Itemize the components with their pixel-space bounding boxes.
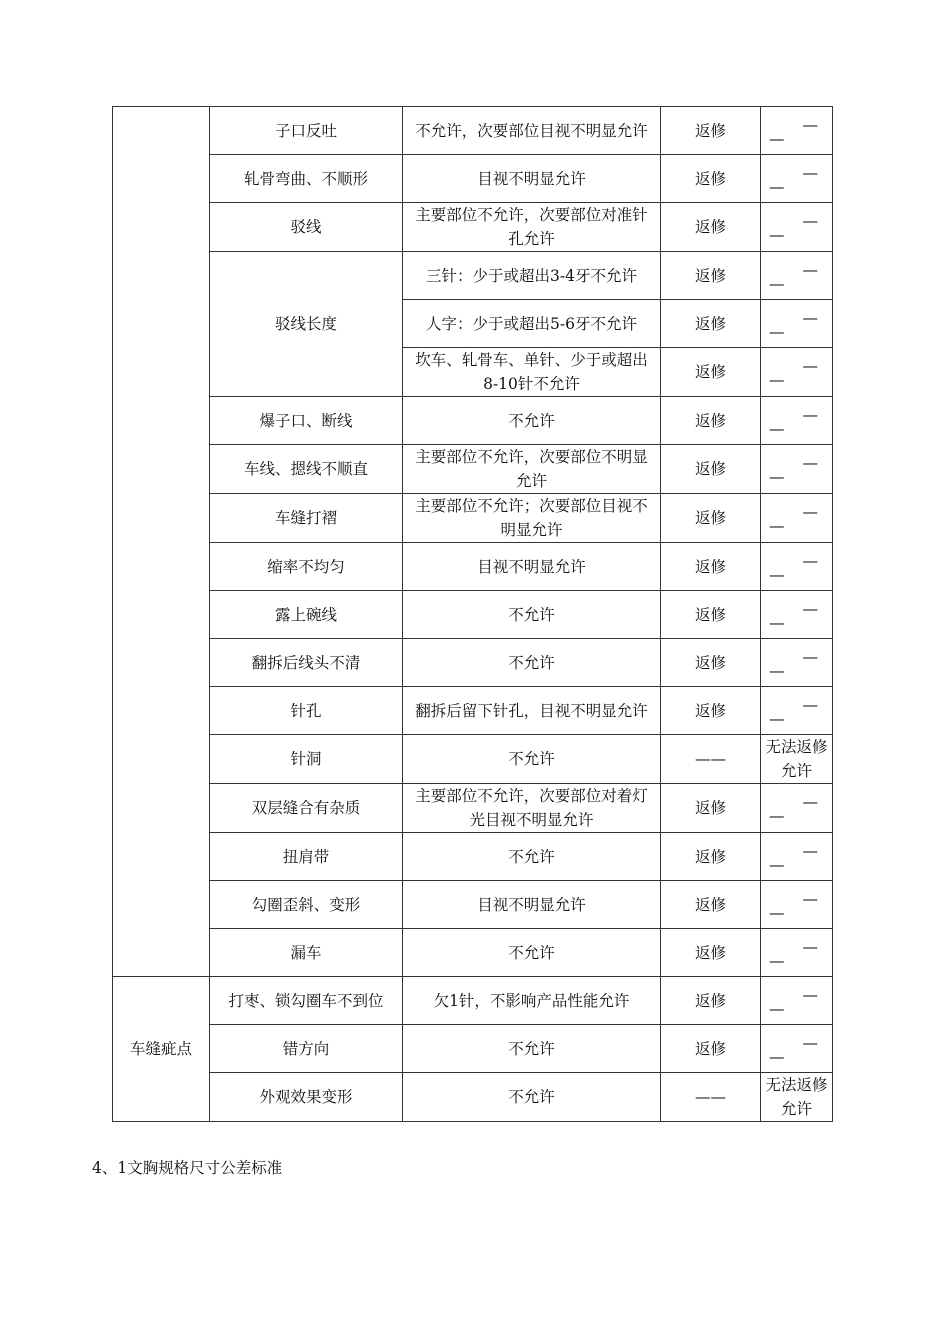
remark-cell	[761, 397, 833, 445]
remark-dash-bottom: —	[769, 951, 785, 970]
handling-action: 返修	[661, 155, 761, 203]
remark-cell	[761, 977, 833, 1025]
remark-dash-bottom: —	[769, 999, 785, 1018]
defect-item: 轧骨弯曲、不顺形	[210, 155, 403, 203]
remark-text: 无法返修允许	[761, 1073, 833, 1122]
tolerance-standard: 不允许	[403, 591, 661, 639]
remark-dash-top: —	[802, 599, 818, 618]
remark-dash-bottom: —	[769, 177, 785, 196]
defect-item: 驳线	[210, 203, 403, 252]
remark-cell	[761, 929, 833, 977]
table-row	[113, 639, 833, 687]
remark-cell	[761, 1025, 833, 1073]
tolerance-standard: 不允许	[403, 1025, 661, 1073]
tolerance-standard: 不允许	[403, 929, 661, 977]
defect-item: 缩率不均匀	[210, 543, 403, 591]
handling-action: 返修	[661, 348, 761, 397]
defect-item: 驳线长度	[210, 252, 403, 397]
remark-cell	[761, 203, 833, 252]
remark-dash-top: —	[802, 551, 818, 570]
remark-dash-top: —	[802, 1033, 818, 1052]
defect-item: 针孔	[210, 687, 403, 735]
handling-action: 返修	[661, 881, 761, 929]
handling-action: 返修	[661, 252, 761, 300]
handling-action: 返修	[661, 445, 761, 494]
remark-dash-top: —	[802, 357, 818, 375]
remark-dash-bottom: —	[769, 322, 785, 341]
handling-action: 返修	[661, 833, 761, 881]
defect-item: 双层缝合有杂质	[210, 784, 403, 833]
handling-action: 返修	[661, 639, 761, 687]
remark-cell	[761, 687, 833, 735]
handling-action: 返修	[661, 494, 761, 543]
remark-dash-top: —	[802, 695, 818, 714]
table-row	[113, 1025, 833, 1073]
remark-dash-bottom: —	[769, 661, 785, 680]
handling-action: 返修	[661, 1025, 761, 1073]
remark-cell	[761, 591, 833, 639]
remark-dash-top: —	[802, 937, 818, 956]
handling-action: 返修	[661, 107, 761, 155]
table-row	[113, 687, 833, 735]
table-row	[113, 977, 833, 1025]
remark-dash-top: —	[802, 841, 818, 860]
remark-dash-bottom: —	[769, 807, 785, 825]
tolerance-standard: 不允许	[403, 639, 661, 687]
section-heading: 4、1文胸规格尺寸公差标准	[92, 1159, 283, 1177]
tolerance-standard: 主要部位不允许；次要部位目视不明显允许	[403, 494, 661, 543]
handling-action: 返修	[661, 687, 761, 735]
remark-dash-top: —	[802, 647, 818, 666]
tolerance-standard: 欠1针，不影响产品性能允许	[403, 977, 661, 1025]
handling-action: 返修	[661, 784, 761, 833]
category-label: 车缝疵点	[113, 977, 210, 1122]
table-row	[113, 155, 833, 203]
defect-item: 针洞	[210, 735, 403, 784]
remark-cell	[761, 639, 833, 687]
table-row	[113, 784, 833, 833]
handling-action: 返修	[661, 543, 761, 591]
defect-item: 爆子口、断线	[210, 397, 403, 445]
defect-item: 勾圈歪斜、变形	[210, 881, 403, 929]
remark-dash-bottom: —	[769, 419, 785, 438]
remark-dash-top: —	[802, 212, 818, 230]
tolerance-standard: 坎车、轧骨车、单针、少于或超出8-10针不允许	[403, 348, 661, 397]
remark-cell	[761, 494, 833, 543]
remark-cell	[761, 348, 833, 397]
table-row	[113, 881, 833, 929]
remark-dash-top: —	[802, 793, 818, 811]
remark-dash-top: —	[802, 405, 818, 424]
remark-dash-top: —	[802, 163, 818, 182]
tolerance-standard: 不允许，次要部位目视不明显允许	[403, 107, 661, 155]
defect-item: 露上碗线	[210, 591, 403, 639]
handling-action: 返修	[661, 300, 761, 348]
remark-cell	[761, 300, 833, 348]
remark-text: 无法返修允许	[761, 735, 833, 784]
tolerance-standard: 主要部位不允许，次要部位不明显允许	[403, 445, 661, 494]
defect-item: 打枣、锁勾圈车不到位	[210, 977, 403, 1025]
remark-dash-bottom: —	[769, 613, 785, 632]
remark-dash-top: —	[802, 454, 818, 472]
remark-dash-bottom: —	[769, 903, 785, 922]
remark-dash-bottom: —	[769, 517, 785, 535]
table-row	[113, 1073, 833, 1122]
table-row	[113, 107, 833, 155]
handling-action: 返修	[661, 977, 761, 1025]
remark-cell	[761, 543, 833, 591]
tolerance-standard: 目视不明显允许	[403, 543, 661, 591]
defect-item: 翻拆后线头不清	[210, 639, 403, 687]
remark-dash-top: —	[802, 260, 818, 279]
tolerance-standard: 不允许	[403, 397, 661, 445]
table-row	[113, 445, 833, 494]
remark-dash-top: —	[802, 889, 818, 908]
remark-dash-bottom: —	[769, 565, 785, 584]
category-cell-empty	[113, 107, 210, 977]
remark-dash-bottom: —	[769, 274, 785, 293]
defect-item: 错方向	[210, 1025, 403, 1073]
remark-cell	[761, 107, 833, 155]
table-row	[113, 252, 833, 300]
handling-action: ——	[661, 1073, 761, 1122]
table-row	[113, 591, 833, 639]
handling-action: ——	[661, 735, 761, 784]
remark-dash-bottom: —	[769, 1047, 785, 1066]
tolerance-standard: 不允许	[403, 1073, 661, 1122]
handling-action: 返修	[661, 591, 761, 639]
table-row	[113, 735, 833, 784]
defect-item: 子口反吐	[210, 107, 403, 155]
remark-dash-bottom: —	[769, 855, 785, 874]
remark-cell	[761, 155, 833, 203]
remark-dash-bottom: —	[769, 468, 785, 486]
remark-cell	[761, 833, 833, 881]
defect-item: 车缝打褶	[210, 494, 403, 543]
tolerance-standard: 目视不明显允许	[403, 155, 661, 203]
tolerance-standard: 三针：少于或超出3-4牙不允许	[403, 252, 661, 300]
handling-action: 返修	[661, 397, 761, 445]
tolerance-standard: 主要部位不允许，次要部位对着灯光目视不明显允许	[403, 784, 661, 833]
table-row	[113, 203, 833, 252]
remark-cell	[761, 784, 833, 833]
tolerance-standard: 目视不明显允许	[403, 881, 661, 929]
table-row	[113, 543, 833, 591]
remark-dash-bottom: —	[769, 129, 785, 148]
remark-dash-bottom: —	[769, 371, 785, 389]
tolerance-standard: 人字：少于或超出5-6牙不允许	[403, 300, 661, 348]
table-row	[113, 494, 833, 543]
defect-item: 漏车	[210, 929, 403, 977]
table-row	[113, 833, 833, 881]
remark-dash-bottom: —	[769, 709, 785, 728]
remark-dash-top: —	[802, 115, 818, 134]
remark-dash-top: —	[802, 503, 818, 521]
defect-item: 车线、摁线不顺直	[210, 445, 403, 494]
remark-dash-top: —	[802, 985, 818, 1004]
quality-standard-table	[112, 106, 833, 1122]
remark-cell	[761, 881, 833, 929]
remark-dash-top: —	[802, 308, 818, 327]
handling-action: 返修	[661, 203, 761, 252]
remark-dash-bottom: —	[769, 226, 785, 244]
defect-item: 扭肩带	[210, 833, 403, 881]
handling-action: 返修	[661, 929, 761, 977]
tolerance-standard: 主要部位不允许，次要部位对准针孔允许	[403, 203, 661, 252]
table-row	[113, 929, 833, 977]
remark-cell	[761, 445, 833, 494]
table-row	[113, 397, 833, 445]
defect-item: 外观效果变形	[210, 1073, 403, 1122]
remark-cell	[761, 252, 833, 300]
tolerance-standard: 不允许	[403, 735, 661, 784]
tolerance-standard: 不允许	[403, 833, 661, 881]
tolerance-standard: 翻拆后留下针孔，目视不明显允许	[403, 687, 661, 735]
